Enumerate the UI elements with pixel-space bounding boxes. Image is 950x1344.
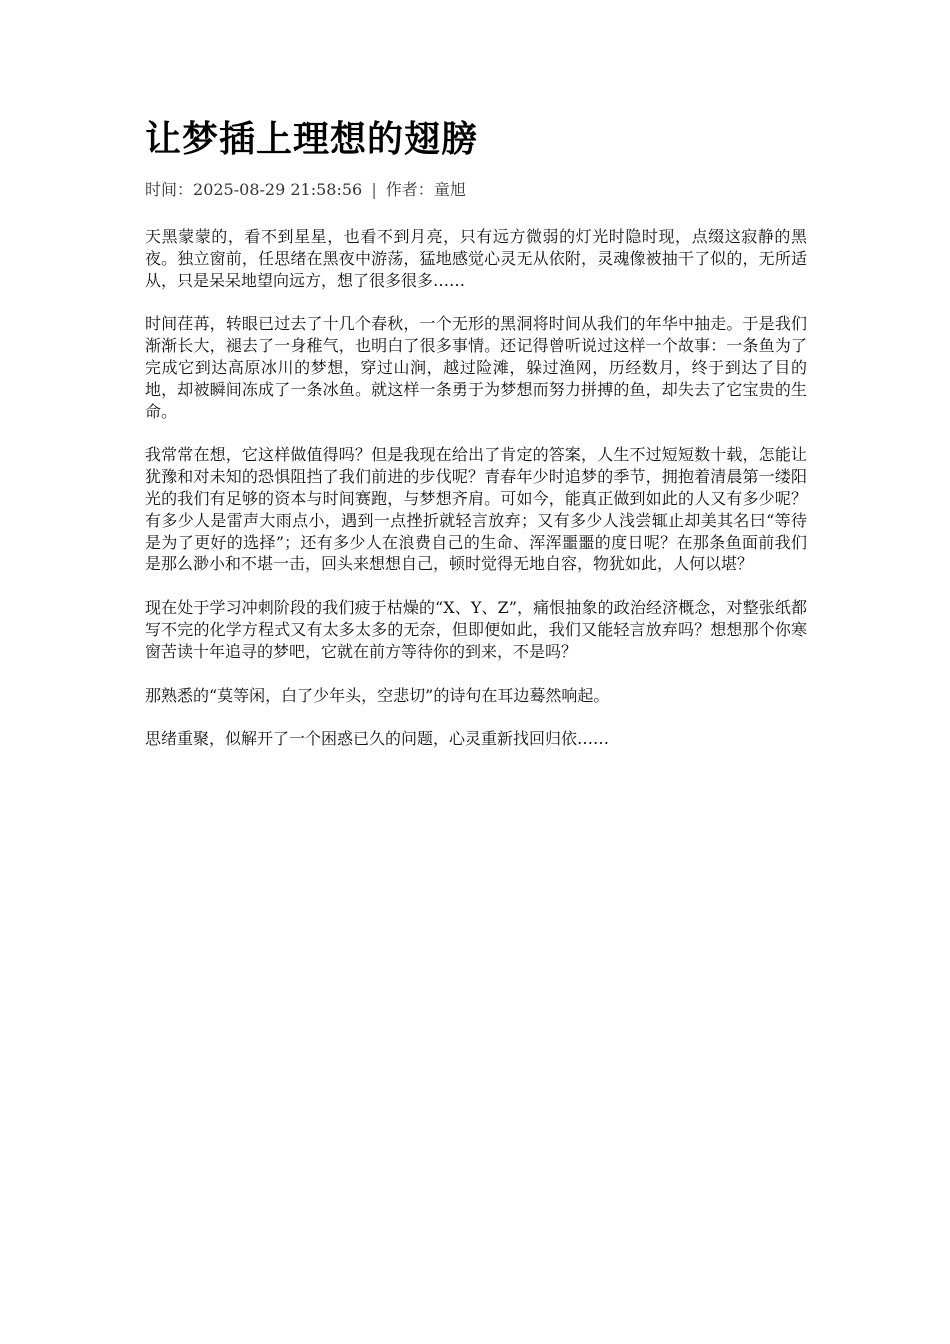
paragraph: 时间荏苒，转眼已过去了十几个春秋，一个无形的黑洞将时间从我们的年华中抽走。于是我们渐渐长大，褪去了一身稚气，也明白了很多事情。还记得曾听说过这样一个故事：一条鱼为了完成它到达高原冰川的梦想，穿过山涧，越过险滩，躲过渔网，历经数月，终于到达了目的地，却被瞬间冻成了一条冰鱼。就这样一条勇于为梦想而努力拼搏的鱼，却失去了它宝贵的生命。 [145,314,807,421]
paragraph: 我常常在想，它这样做值得吗？但是我现在给出了肯定的答案，人生不过短短数十载，怎能让犹豫和对未知的恐惧阻挡了我们前进的步伐呢？青春年少时追梦的季节，拥抱着清晨第一缕阳光的我们有足够的资本与时间赛跑，与梦想齐肩。可如今，能真正做到如此的人又有多少呢？有多少人是雷声大雨点小，遇到一点挫折就轻言放弃；又有多少人浅尝辄止却美其名曰“等待是为了更好的选择”；还有多少人在浪费自己的生命、浑浑噩噩的度日呢？在那条鱼面前我们是那么渺小和不堪一击，回头来想想自己，顿时觉得无地自容，物犹如此，人何以堪？ [145,445,807,574]
paragraph: 天黑蒙蒙的，看不到星星，也看不到月亮，只有远方微弱的灯光时隐时现，点缀这寂静的黑夜。独立窗前，任思绪在黑夜中游荡，猛地感觉心灵无从依附，灵魂像被抽干了似的，无所适从，只是呆呆地望向远方，想了很多很多…… [145,227,807,290]
time-label: 时间： [145,180,194,199]
paragraph: 思绪重聚，似解开了一个困惑已久的问题，心灵重新找回归依…… [145,729,610,749]
article-body [145,226,807,750]
author-label: 作者： [385,180,434,199]
paragraph: 现在处于学习冲刺阶段的我们疲于枯燥的“X、Y、Z”，痛恨抽象的政治经济概念，对整张纸都写不完的化学方程式又有太多太多的无奈，但即便如此，我们又能轻言放弃吗？想想那个你寒窗苦读十年追寻的梦吧，它就在前方等待你的到来，不是吗？ [145,598,807,661]
paragraph: 那熟悉的“莫等闲，白了少年头，空悲切”的诗句在耳边蓦然响起。 [145,685,610,705]
article-meta [145,178,807,202]
meta-separator: | [371,180,377,199]
time-value: 2025-08-29 21:58:56 [193,180,363,199]
article-title: 让梦插上理想的翅膀 [145,118,479,160]
author-value: 童旭 [433,180,466,199]
article [145,112,807,772]
